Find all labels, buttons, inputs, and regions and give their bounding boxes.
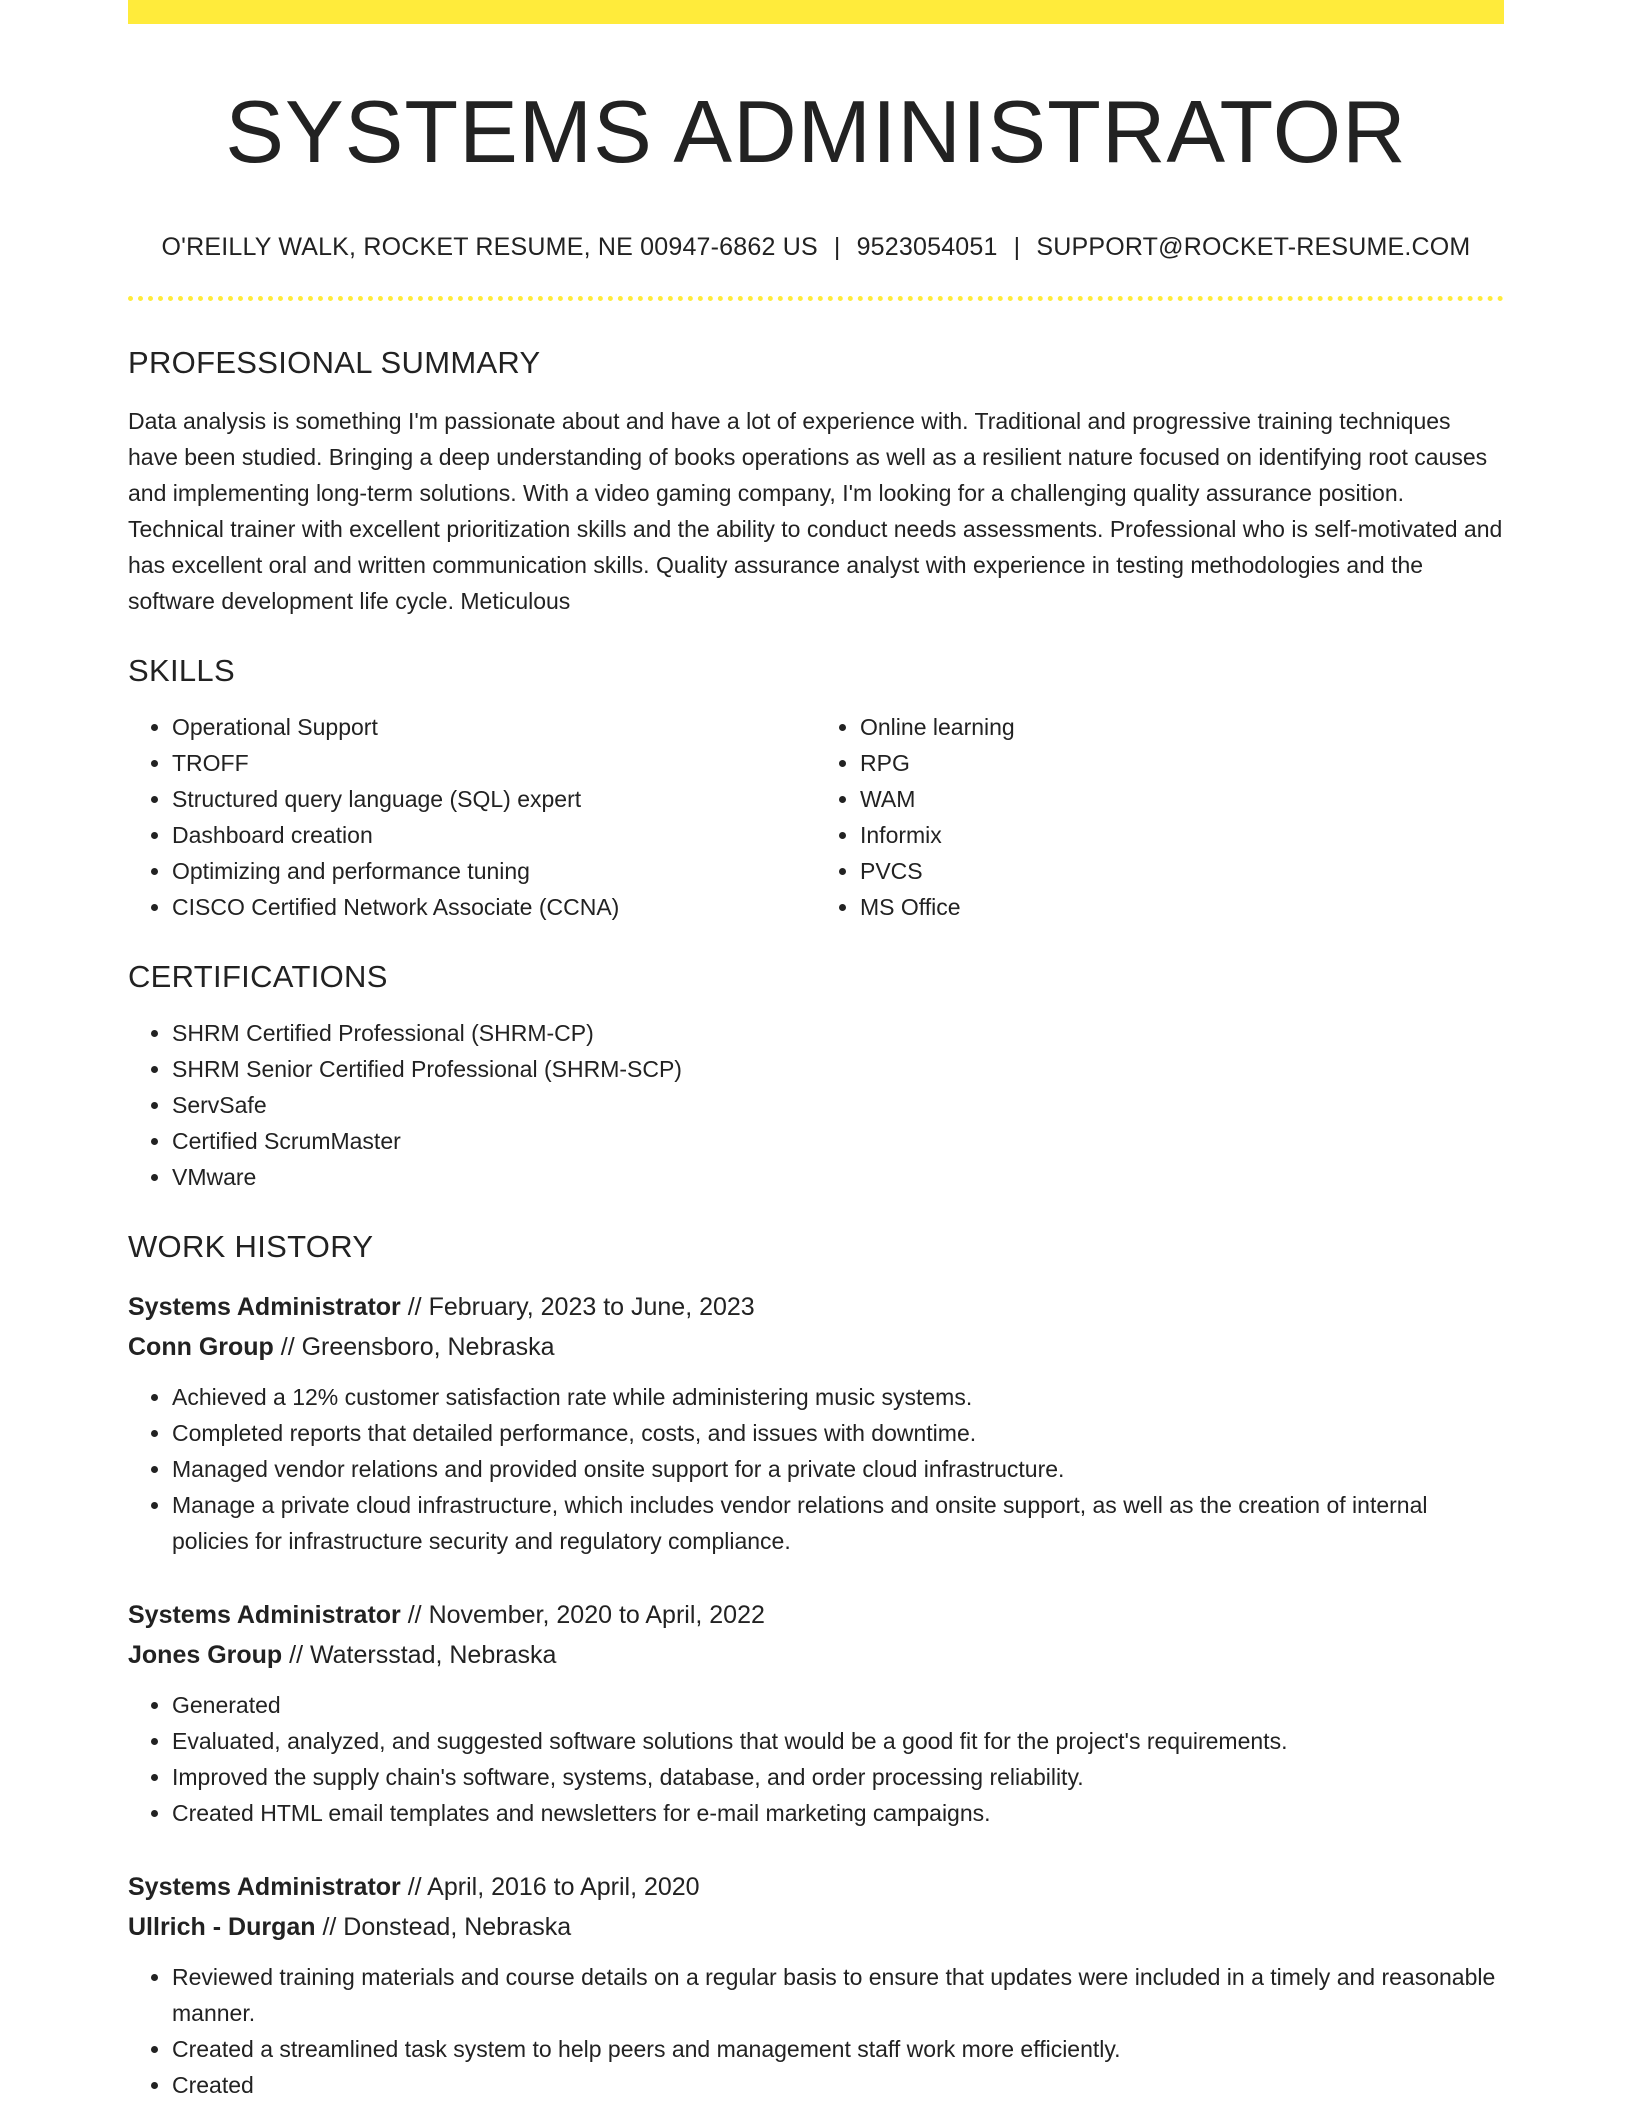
job-bullet: • Improved the supply chain's software, systems, database, and order processing reliability. xyxy=(172,1759,1504,1795)
job-entry xyxy=(128,1867,1504,2103)
work-history-heading: WORK HISTORY xyxy=(128,1228,374,1264)
job-dates: // February, 2023 to June, 2023 xyxy=(400,1292,755,1321)
skills-heading: SKILLS xyxy=(128,652,235,688)
job-bullet: • Managed vendor relations and provided onsite support for a private cloud infrastructure. xyxy=(172,1451,1504,1487)
skill-item: • WAM xyxy=(860,781,1504,817)
job-dates: // November, 2020 to April, 2022 xyxy=(400,1600,765,1629)
job-company-line xyxy=(128,1327,1504,1367)
job-bullets xyxy=(128,1379,1504,1559)
top-accent-bar xyxy=(128,0,1504,24)
certification-item: • SHRM Certified Professional (SHRM-CP) xyxy=(172,1015,1504,1051)
contact-email: SUPPORT@ROCKET-RESUME.COM xyxy=(1036,232,1471,261)
job-location: // Donstead, Nebraska xyxy=(315,1912,572,1941)
dotted-divider xyxy=(128,296,1504,301)
skills-list-left xyxy=(128,709,816,925)
job-bullet: • Achieved a 12% customer satisfaction rate while administering music systems. xyxy=(172,1379,1504,1415)
job-role: Systems Administrator xyxy=(128,1600,401,1629)
summary-heading: PROFESSIONAL SUMMARY xyxy=(128,344,541,380)
job-role-line xyxy=(128,1595,1504,1635)
job-company-line xyxy=(128,1907,1504,1947)
job-company-line xyxy=(128,1635,1504,1675)
job-bullet: • Manage a private cloud infrastructure, which includes vendor relations and onsite support, as well as the creation of internal policies for infrastructure security and regulatory compliance. xyxy=(172,1487,1504,1559)
skill-item: • Dashboard creation xyxy=(172,817,816,853)
job-bullet: • Reviewed training materials and course details on a regular basis to ensure that updates were included in a timely and reasonable manner. xyxy=(172,1959,1504,2031)
contact-phone: 9523054051 xyxy=(856,232,998,261)
resume-page xyxy=(128,0,1504,2103)
job-bullets xyxy=(128,1687,1504,1831)
job-bullet: • Evaluated, analyzed, and suggested software solutions that would be a good fit for the project's requirements. xyxy=(172,1723,1504,1759)
job-role-line xyxy=(128,1287,1504,1327)
job-entry xyxy=(128,1595,1504,1831)
resume-title: SYSTEMS ADMINISTRATOR xyxy=(225,82,1407,181)
job-location: // Watersstad, Nebraska xyxy=(282,1640,557,1669)
certification-item: • Certified ScrumMaster xyxy=(172,1123,1504,1159)
job-bullet: • Created HTML email templates and newsletters for e-mail marketing campaigns. xyxy=(172,1795,1504,1831)
summary-text: Data analysis is something I'm passionate about and have a lot of experience with. Traditional and progressive training techniques have been studied. Bringing a deep understanding of books operations as well as a resilient nature focused on identifying root causes and implementing long-term solutions. With a video gaming company, I'm looking for a challenging quality assurance position. Technical trainer with excellent prioritization skills and the ability to conduct needs assessments. Professional who is self-motivated and has excellent oral and written communication skills. Quality assurance analyst with experience in testing methodologies and the software development life cycle. Meticulous xyxy=(128,407,1503,614)
contact-separator: | xyxy=(1013,232,1021,261)
job-company: Jones Group xyxy=(128,1640,283,1669)
skill-item: • RPG xyxy=(860,745,1504,781)
certifications-list xyxy=(128,1015,1504,1195)
job-role-line xyxy=(128,1867,1504,1907)
job-bullet: • Completed reports that detailed performance, costs, and issues with downtime. xyxy=(172,1415,1504,1451)
skill-item: • Optimizing and performance tuning xyxy=(172,853,816,889)
skill-item: • Informix xyxy=(860,817,1504,853)
skills-list-right xyxy=(816,709,1504,925)
skill-item: • TROFF xyxy=(172,745,816,781)
job-bullets xyxy=(128,1959,1504,2103)
contact-address: O'REILLY WALK, ROCKET RESUME, NE 00947-6862 US xyxy=(161,232,818,261)
job-location: // Greensboro, Nebraska xyxy=(273,1332,555,1361)
contact-line xyxy=(128,233,1504,262)
job-company: Ullrich - Durgan xyxy=(128,1912,316,1941)
skill-item: • Operational Support xyxy=(172,709,816,745)
skill-item: • CISCO Certified Network Associate (CCNA) xyxy=(172,889,816,925)
job-entry xyxy=(128,1287,1504,1559)
job-bullet: • Created xyxy=(172,2067,1504,2103)
job-role: Systems Administrator xyxy=(128,1872,401,1901)
job-role: Systems Administrator xyxy=(128,1292,401,1321)
job-company: Conn Group xyxy=(128,1332,274,1361)
skill-item: • Online learning xyxy=(860,709,1504,745)
job-bullet: • Generated xyxy=(172,1687,1504,1723)
certification-item: • SHRM Senior Certified Professional (SHRM-SCP) xyxy=(172,1051,1504,1087)
skills-grid xyxy=(128,709,1504,925)
skill-item: • Structured query language (SQL) expert xyxy=(172,781,816,817)
job-dates: // April, 2016 to April, 2020 xyxy=(400,1872,700,1901)
certification-item: • ServSafe xyxy=(172,1087,1504,1123)
contact-separator: | xyxy=(833,232,841,261)
certifications-heading: CERTIFICATIONS xyxy=(128,958,388,994)
skill-item: • PVCS xyxy=(860,853,1504,889)
certification-item: • VMware xyxy=(172,1159,1504,1195)
skill-item: • MS Office xyxy=(860,889,1504,925)
job-bullet: • Created a streamlined task system to help peers and management staff work more efficiently. xyxy=(172,2031,1504,2067)
